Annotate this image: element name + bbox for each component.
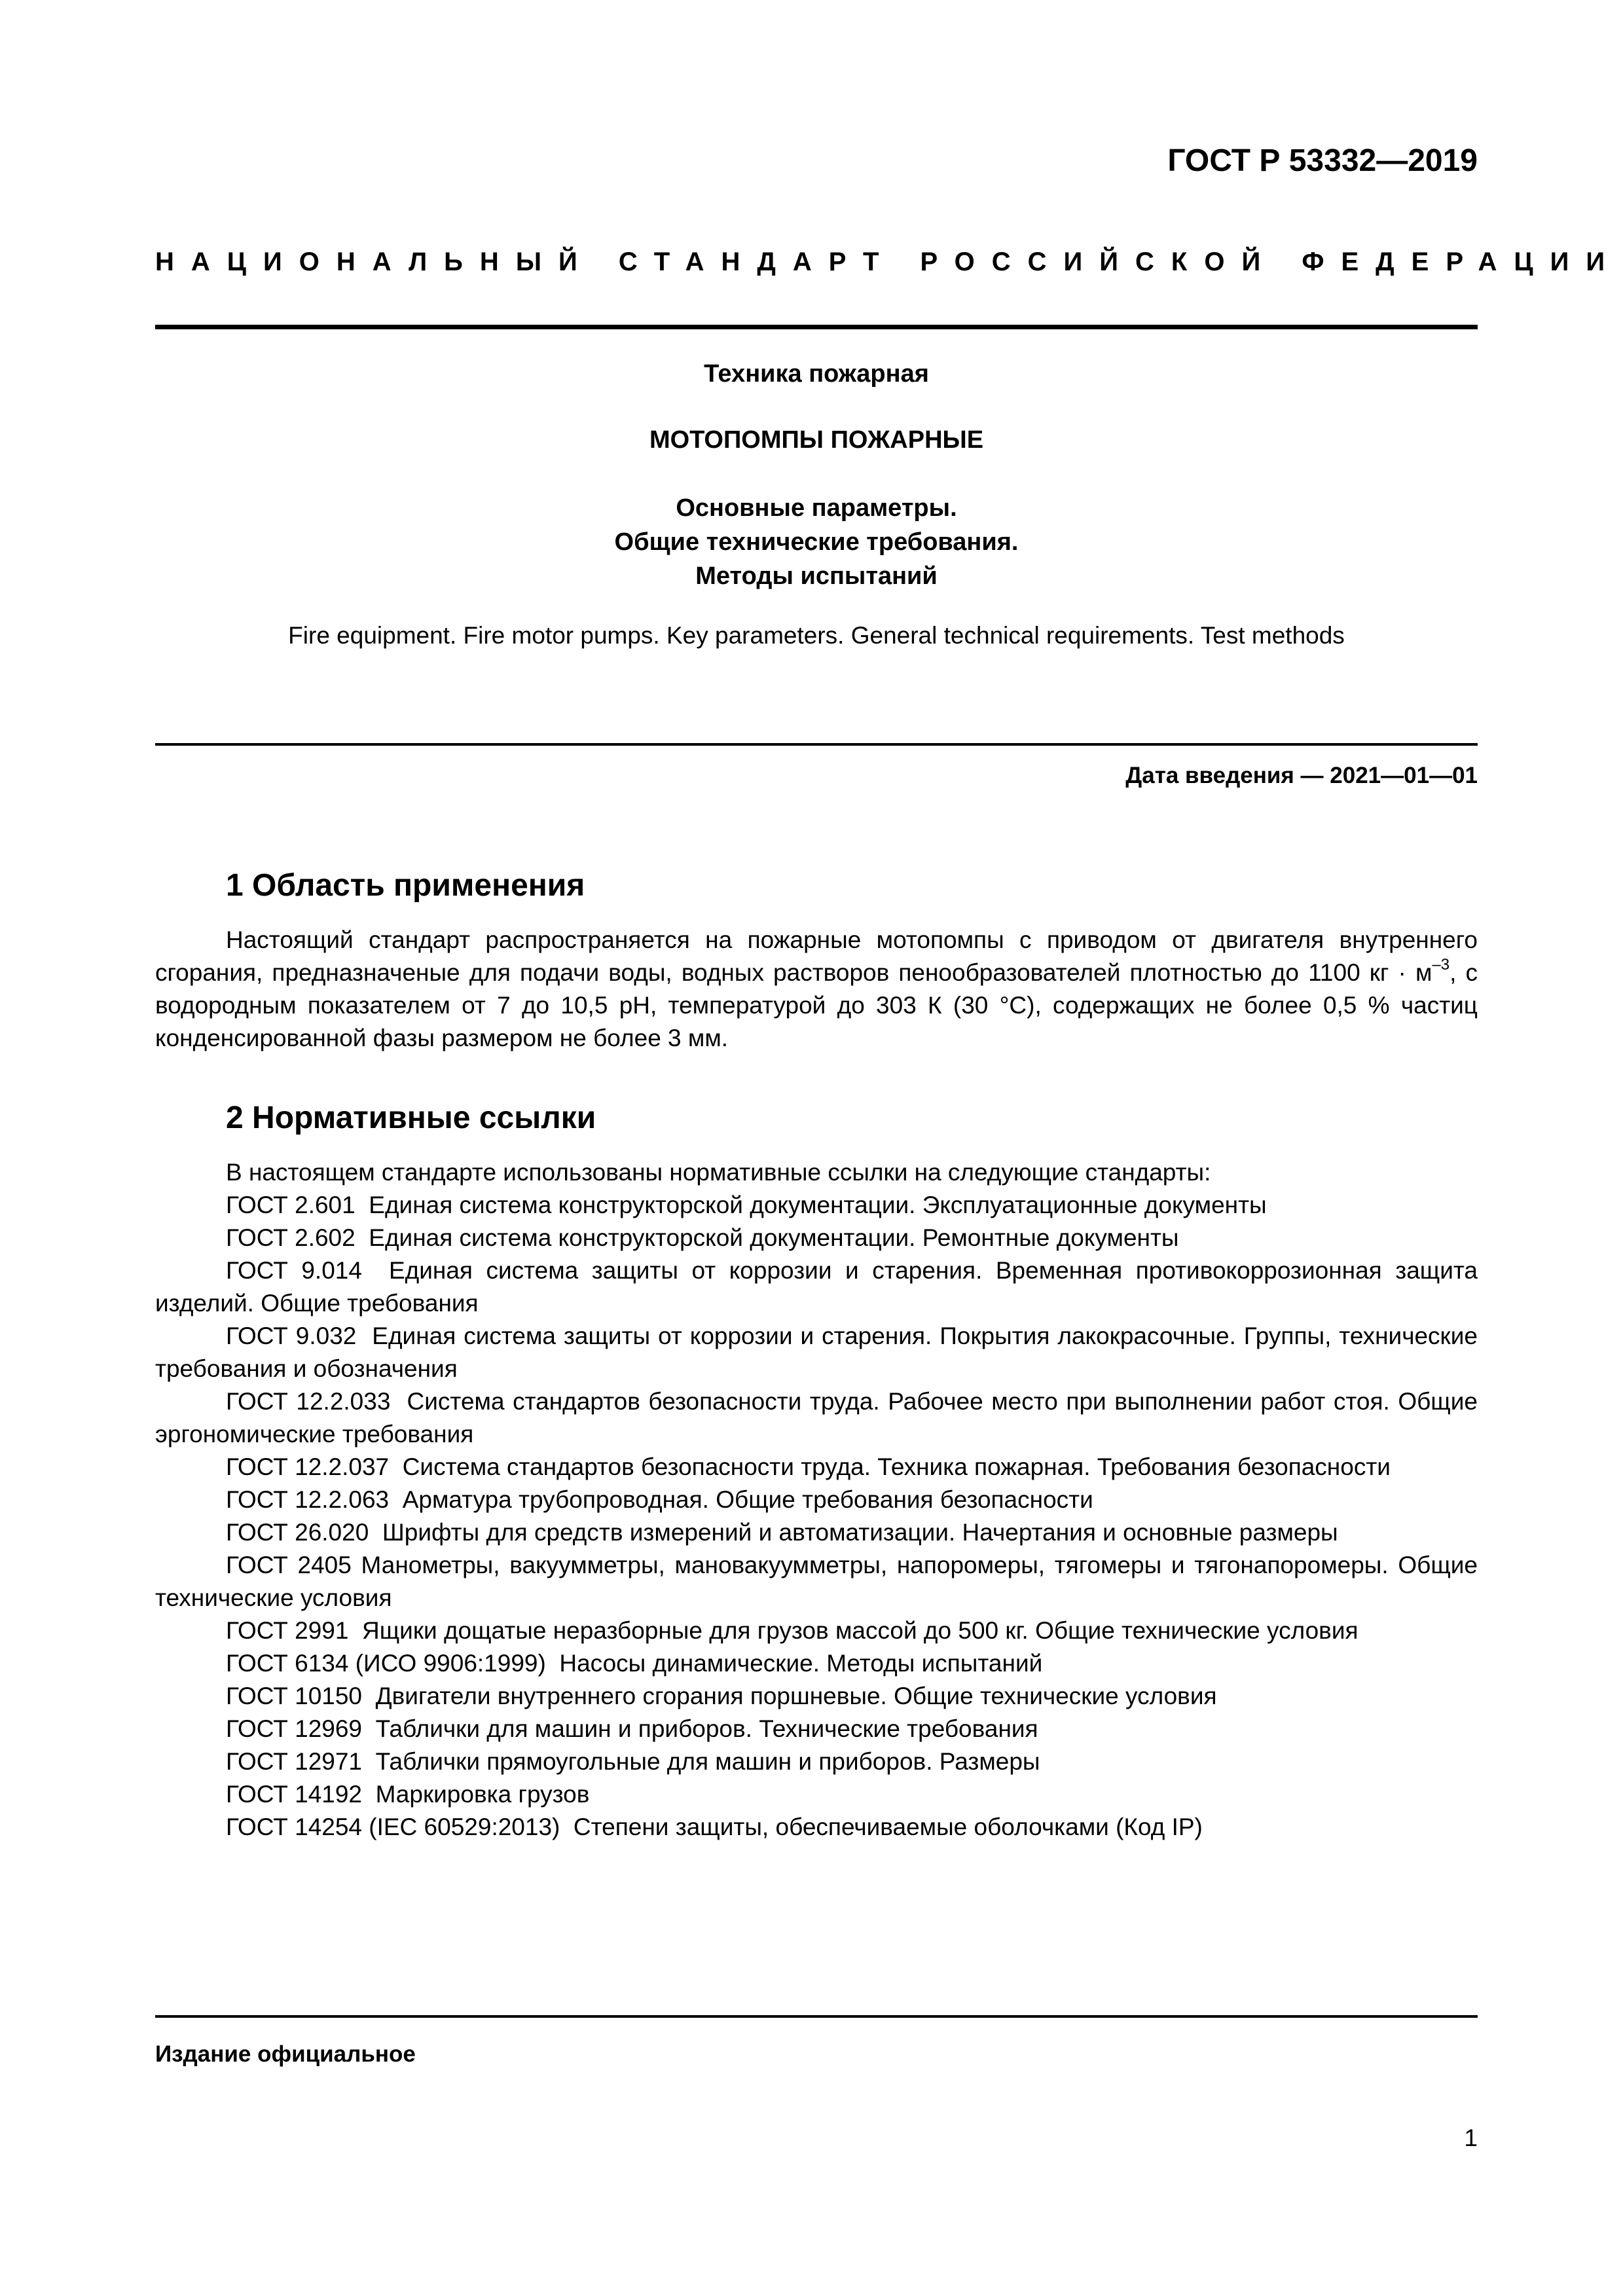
subtitle-line: Общие технические требования. (614, 528, 1019, 556)
normative-references-list (155, 1156, 1478, 1844)
reference-item (155, 1254, 1478, 1320)
reference-title: Единая система конструкторской документации. Эксплуатационные документы (369, 1192, 1267, 1218)
main-title: МОТОПОМПЫ ПОЖАРНЫЕ (649, 426, 984, 454)
reference-title: Единая система защиты от коррозии и старения. Покрытия лакокрасочные. Группы, технические требования и обозначения (155, 1322, 1478, 1382)
title-subtitle-block (155, 491, 1478, 593)
reference-item (155, 1614, 1478, 1647)
reference-item (155, 1189, 1478, 1222)
reference-code: ГОСТ 2.601 (226, 1192, 356, 1218)
reference-item (155, 1451, 1478, 1484)
subtitle-line: Методы испытаний (695, 562, 938, 590)
reference-title: Маркировка грузов (375, 1781, 590, 1808)
scope-text-part-2: , с водородным показателем от 7 до 10,5 pH, температурой до 303 К (30 °С), содержащих не более 0,5 % частиц конденсированной фазы размером не более 3 мм. (155, 959, 1478, 1051)
section-1-heading: 1 Область применения (226, 868, 585, 903)
section-1-body (155, 924, 1478, 1055)
references-intro: В настоящем стандарте использованы нормативные ссылки на следующие стандарты: (226, 1159, 1211, 1186)
reference-title: Насосы динамические. Методы испытаний (559, 1650, 1043, 1677)
title-main-block (155, 423, 1478, 457)
reference-title: Система стандартов безопасности труда. Рабочее место при выполнении работ стоя. Общие эргономические требования (155, 1388, 1478, 1448)
reference-item (155, 1811, 1478, 1844)
reference-title: Степени защиты, обеспечиваемые оболочками (Код IP) (573, 1813, 1203, 1840)
reference-item (155, 1745, 1478, 1778)
english-title: Fire equipment. Fire motor pumps. Key parameters. General technical requirements. Test methods (288, 622, 1345, 649)
reference-item (155, 1222, 1478, 1254)
reference-code: ГОСТ 2.602 (226, 1224, 356, 1251)
category-title: Техника пожарная (704, 360, 929, 388)
reference-item (155, 1647, 1478, 1680)
reference-title: Таблички прямоугольные для машин и приборов. Размеры (375, 1748, 1040, 1775)
reference-code: ГОСТ 12969 (226, 1715, 362, 1742)
title-divider (155, 743, 1478, 746)
reference-item (155, 1516, 1478, 1549)
footer-divider (155, 2015, 1478, 2018)
reference-title: Единая система защиты от коррозии и старения. Временная противокоррозионная защита изделий. Общие требования (155, 1257, 1478, 1317)
reference-code: ГОСТ 6134 (ИСО 9906:1999) (226, 1650, 546, 1677)
reference-code: ГОСТ 9.014 (226, 1257, 362, 1284)
scope-text-part-1: Настоящий стандарт распространяется на пожарные мотопомпы с приводом от двигателя внутреннего сгорания, предназначеные для подачи воды, водных растворов пенообразователей плотностью до 1100 кг · м (155, 926, 1478, 986)
header-divider (155, 325, 1478, 329)
reference-code: ГОСТ 14254 (IEC 60529:2013) (226, 1813, 560, 1840)
reference-code: ГОСТ 2405 (226, 1552, 352, 1578)
introduction-date: Дата введения — 2021—01—01 (1125, 763, 1478, 788)
density-unit-exponent: –3 (1432, 955, 1450, 974)
reference-title: Шрифты для средств измерений и автоматизации. Начертания и основные размеры (382, 1519, 1338, 1546)
reference-item (155, 1484, 1478, 1516)
reference-title: Ящики дощатые неразборные для грузов массой до 500 кг. Общие технические условия (361, 1617, 1359, 1644)
reference-code: ГОСТ 14192 (226, 1781, 362, 1808)
reference-code: ГОСТ 12.2.037 (226, 1453, 390, 1480)
reference-code: ГОСТ 12.2.063 (226, 1486, 390, 1513)
subtitle-line: Основные параметры. (676, 494, 957, 522)
reference-item (155, 1713, 1478, 1745)
reference-item (155, 1320, 1478, 1385)
reference-item (155, 1680, 1478, 1713)
reference-item (155, 1778, 1478, 1811)
reference-title: Единая система конструкторской документации. Ремонтные документы (369, 1224, 1179, 1251)
reference-code: ГОСТ 12.2.033 (226, 1388, 391, 1415)
standard-number: ГОСТ Р 53332—2019 (1167, 143, 1478, 178)
reference-code: ГОСТ 9.032 (226, 1322, 357, 1349)
reference-code: ГОСТ 12971 (226, 1748, 362, 1775)
reference-code: ГОСТ 2991 (226, 1617, 349, 1644)
page-number: 1 (1464, 2124, 1478, 2151)
title-category (155, 357, 1478, 391)
reference-code: ГОСТ 10150 (226, 1683, 362, 1709)
reference-title: Арматура трубопроводная. Общие требования безопасности (402, 1486, 1093, 1513)
reference-title: Таблички для машин и приборов. Технические требования (375, 1715, 1038, 1742)
english-title-block (155, 622, 1478, 649)
reference-title: Двигатели внутреннего сгорания поршневые. Общие технические условия (375, 1683, 1217, 1709)
reference-item (155, 1549, 1478, 1614)
scope-paragraph (155, 924, 1478, 1055)
section-2-heading: 2 Нормативные ссылки (226, 1101, 596, 1135)
reference-title: Манометры, вакуумметры, мановакуумметры, напоромеры, тягомеры и тягонапоромеры. Общие технические условия (155, 1552, 1478, 1611)
official-edition-label: Издание официальное (155, 2041, 416, 2067)
reference-code: ГОСТ 26.020 (226, 1519, 369, 1546)
national-standard-title: НАЦИОНАЛЬНЫЙ СТАНДАРТ РОССИЙСКОЙ ФЕДЕРАЦИИ (155, 247, 1622, 276)
reference-item (155, 1385, 1478, 1451)
reference-title: Система стандартов безопасности труда. Техника пожарная. Требования безопасности (402, 1453, 1391, 1480)
